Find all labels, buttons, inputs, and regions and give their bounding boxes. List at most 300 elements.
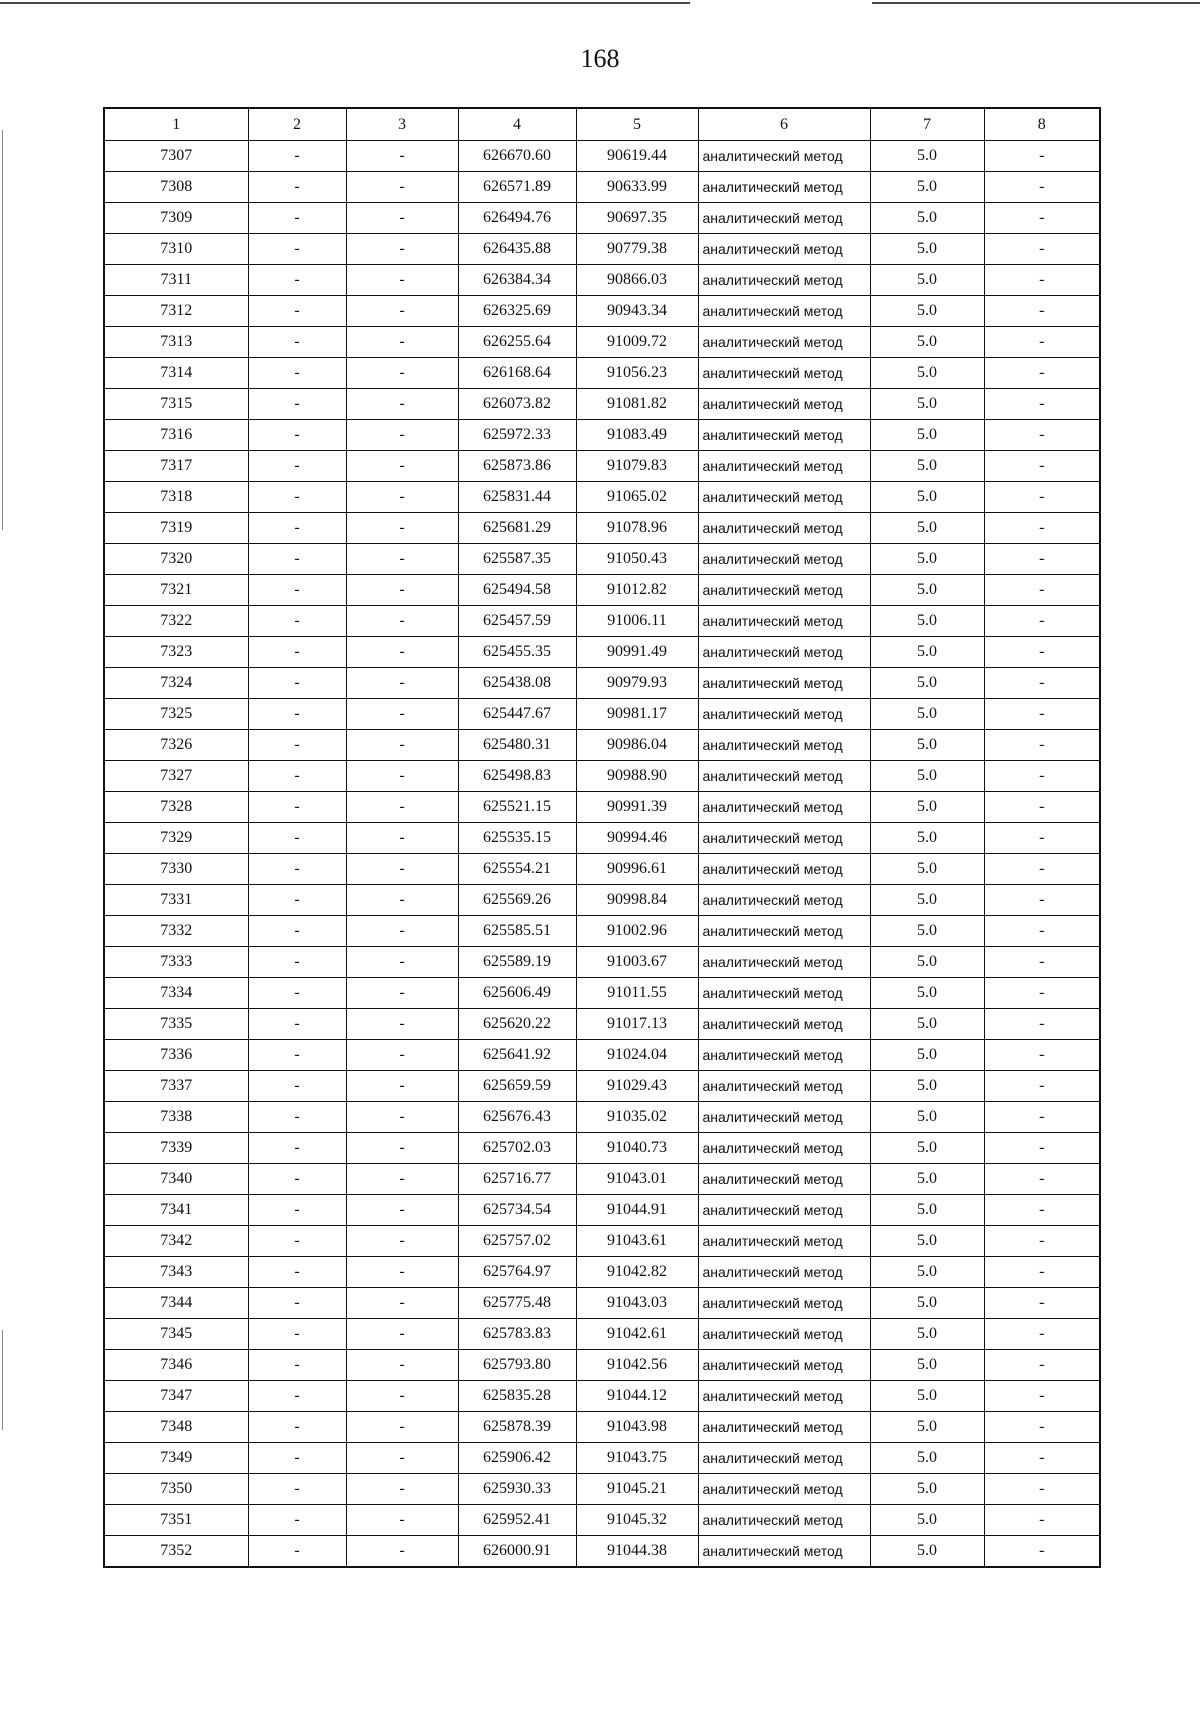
col8-cell: - <box>984 1226 1100 1257</box>
col2-cell: - <box>248 1443 346 1474</box>
y-coordinate-cell: 91065.02 <box>576 482 698 513</box>
col3-cell: - <box>346 606 458 637</box>
col2-cell: - <box>248 699 346 730</box>
y-coordinate-cell: 91040.73 <box>576 1133 698 1164</box>
point-number-cell: 7312 <box>104 296 248 327</box>
point-number-cell: 7337 <box>104 1071 248 1102</box>
header-cell: 1 <box>104 108 248 141</box>
x-coordinate-cell: 626435.88 <box>458 234 576 265</box>
method-cell: аналитический метод <box>698 1009 870 1040</box>
col3-cell: - <box>346 792 458 823</box>
y-coordinate-cell: 91009.72 <box>576 327 698 358</box>
col3-cell: - <box>346 482 458 513</box>
table-row <box>104 1381 1100 1412</box>
y-coordinate-cell: 91003.67 <box>576 947 698 978</box>
accuracy-cell: 5.0 <box>870 141 984 172</box>
accuracy-cell: 5.0 <box>870 544 984 575</box>
col2-cell: - <box>248 575 346 606</box>
col2-cell: - <box>248 1226 346 1257</box>
y-coordinate-cell: 91042.56 <box>576 1350 698 1381</box>
col2-cell: - <box>248 513 346 544</box>
page-number: 168 <box>580 44 620 73</box>
accuracy-cell: 5.0 <box>870 265 984 296</box>
method-cell: аналитический метод <box>698 1195 870 1226</box>
col3-cell: - <box>346 203 458 234</box>
col3-cell: - <box>346 1474 458 1505</box>
table-row <box>104 172 1100 203</box>
y-coordinate-cell: 91081.82 <box>576 389 698 420</box>
y-coordinate-cell: 90981.17 <box>576 699 698 730</box>
col8-cell: - <box>984 978 1100 1009</box>
col8-cell: - <box>984 1071 1100 1102</box>
accuracy-cell: 5.0 <box>870 1474 984 1505</box>
col2-cell: - <box>248 668 346 699</box>
method-cell: аналитический метод <box>698 699 870 730</box>
table-row <box>104 1474 1100 1505</box>
x-coordinate-cell: 625676.43 <box>458 1102 576 1133</box>
table-row <box>104 1350 1100 1381</box>
x-coordinate-cell: 625793.80 <box>458 1350 576 1381</box>
accuracy-cell: 5.0 <box>870 358 984 389</box>
table-row <box>104 265 1100 296</box>
x-coordinate-cell: 625438.08 <box>458 668 576 699</box>
col8-cell: - <box>984 854 1100 885</box>
x-coordinate-cell: 625873.86 <box>458 451 576 482</box>
y-coordinate-cell: 91029.43 <box>576 1071 698 1102</box>
table-row <box>104 1009 1100 1040</box>
x-coordinate-cell: 625757.02 <box>458 1226 576 1257</box>
method-cell: аналитический метод <box>698 606 870 637</box>
x-coordinate-cell: 625702.03 <box>458 1133 576 1164</box>
y-coordinate-cell: 91043.61 <box>576 1226 698 1257</box>
y-coordinate-cell: 90996.61 <box>576 854 698 885</box>
point-number-cell: 7307 <box>104 141 248 172</box>
x-coordinate-cell: 625659.59 <box>458 1071 576 1102</box>
table-row <box>104 823 1100 854</box>
x-coordinate-cell: 626325.69 <box>458 296 576 327</box>
col3-cell: - <box>346 1536 458 1568</box>
col2-cell: - <box>248 420 346 451</box>
method-cell: аналитический метод <box>698 327 870 358</box>
point-number-cell: 7318 <box>104 482 248 513</box>
method-cell: аналитический метод <box>698 730 870 761</box>
col2-cell: - <box>248 1505 346 1536</box>
table-row <box>104 1195 1100 1226</box>
x-coordinate-cell: 625775.48 <box>458 1288 576 1319</box>
col8-cell: - <box>984 265 1100 296</box>
accuracy-cell: 5.0 <box>870 203 984 234</box>
accuracy-cell: 5.0 <box>870 1009 984 1040</box>
col8-cell: - <box>984 823 1100 854</box>
y-coordinate-cell: 91011.55 <box>576 978 698 1009</box>
accuracy-cell: 5.0 <box>870 854 984 885</box>
y-coordinate-cell: 90998.84 <box>576 885 698 916</box>
col8-cell: - <box>984 358 1100 389</box>
x-coordinate-cell: 626670.60 <box>458 141 576 172</box>
header-cell: 4 <box>458 108 576 141</box>
point-number-cell: 7315 <box>104 389 248 420</box>
accuracy-cell: 5.0 <box>870 234 984 265</box>
col2-cell: - <box>248 203 346 234</box>
x-coordinate-cell: 625494.58 <box>458 575 576 606</box>
col8-cell: - <box>984 451 1100 482</box>
col2-cell: - <box>248 947 346 978</box>
col3-cell: - <box>346 141 458 172</box>
x-coordinate-cell: 626494.76 <box>458 203 576 234</box>
x-coordinate-cell: 625972.33 <box>458 420 576 451</box>
point-number-cell: 7347 <box>104 1381 248 1412</box>
method-cell: аналитический метод <box>698 823 870 854</box>
y-coordinate-cell: 91044.12 <box>576 1381 698 1412</box>
col3-cell: - <box>346 978 458 1009</box>
col8-cell: - <box>984 1350 1100 1381</box>
col2-cell: - <box>248 482 346 513</box>
col8-cell: - <box>984 234 1100 265</box>
y-coordinate-cell: 91035.02 <box>576 1102 698 1133</box>
point-number-cell: 7345 <box>104 1319 248 1350</box>
col8-cell: - <box>984 792 1100 823</box>
method-cell: аналитический метод <box>698 203 870 234</box>
col3-cell: - <box>346 854 458 885</box>
col2-cell: - <box>248 792 346 823</box>
table-row <box>104 1040 1100 1071</box>
y-coordinate-cell: 91017.13 <box>576 1009 698 1040</box>
method-cell: аналитический метод <box>698 420 870 451</box>
col2-cell: - <box>248 730 346 761</box>
col2-cell: - <box>248 1412 346 1443</box>
method-cell: аналитический метод <box>698 234 870 265</box>
y-coordinate-cell: 90866.03 <box>576 265 698 296</box>
col3-cell: - <box>346 1071 458 1102</box>
accuracy-cell: 5.0 <box>870 978 984 1009</box>
table-row <box>104 1319 1100 1350</box>
x-coordinate-cell: 626000.91 <box>458 1536 576 1568</box>
point-number-cell: 7352 <box>104 1536 248 1568</box>
x-coordinate-cell: 625569.26 <box>458 885 576 916</box>
accuracy-cell: 5.0 <box>870 1412 984 1443</box>
x-coordinate-cell: 625587.35 <box>458 544 576 575</box>
point-number-cell: 7324 <box>104 668 248 699</box>
scan-edge-mark-lower <box>2 1330 3 1430</box>
col8-cell: - <box>984 1133 1100 1164</box>
header-cell: 3 <box>346 108 458 141</box>
point-number-cell: 7341 <box>104 1195 248 1226</box>
accuracy-cell: 5.0 <box>870 885 984 916</box>
table-row <box>104 637 1100 668</box>
accuracy-cell: 5.0 <box>870 451 984 482</box>
point-number-cell: 7316 <box>104 420 248 451</box>
table-row <box>104 668 1100 699</box>
col8-cell: - <box>984 203 1100 234</box>
x-coordinate-cell: 625734.54 <box>458 1195 576 1226</box>
table-row <box>104 792 1100 823</box>
accuracy-cell: 5.0 <box>870 1319 984 1350</box>
y-coordinate-cell: 91045.32 <box>576 1505 698 1536</box>
col3-cell: - <box>346 916 458 947</box>
method-cell: аналитический метод <box>698 389 870 420</box>
point-number-cell: 7323 <box>104 637 248 668</box>
accuracy-cell: 5.0 <box>870 1040 984 1071</box>
header-cell: 6 <box>698 108 870 141</box>
point-number-cell: 7310 <box>104 234 248 265</box>
col3-cell: - <box>346 761 458 792</box>
col2-cell: - <box>248 296 346 327</box>
col3-cell: - <box>346 575 458 606</box>
col8-cell: - <box>984 1536 1100 1568</box>
accuracy-cell: 5.0 <box>870 1288 984 1319</box>
col2-cell: - <box>248 1102 346 1133</box>
accuracy-cell: 5.0 <box>870 296 984 327</box>
col8-cell: - <box>984 947 1100 978</box>
x-coordinate-cell: 625606.49 <box>458 978 576 1009</box>
table-row <box>104 141 1100 172</box>
table-row <box>104 234 1100 265</box>
method-cell: аналитический метод <box>698 885 870 916</box>
col8-cell: - <box>984 1505 1100 1536</box>
col3-cell: - <box>346 1412 458 1443</box>
point-number-cell: 7334 <box>104 978 248 1009</box>
table-row <box>104 1133 1100 1164</box>
accuracy-cell: 5.0 <box>870 575 984 606</box>
header-cell: 7 <box>870 108 984 141</box>
col2-cell: - <box>248 234 346 265</box>
col2-cell: - <box>248 327 346 358</box>
col2-cell: - <box>248 389 346 420</box>
accuracy-cell: 5.0 <box>870 1505 984 1536</box>
x-coordinate-cell: 625554.21 <box>458 854 576 885</box>
col3-cell: - <box>346 1195 458 1226</box>
y-coordinate-cell: 90979.93 <box>576 668 698 699</box>
y-coordinate-cell: 91078.96 <box>576 513 698 544</box>
col3-cell: - <box>346 730 458 761</box>
method-cell: аналитический метод <box>698 1319 870 1350</box>
method-cell: аналитический метод <box>698 451 870 482</box>
col2-cell: - <box>248 172 346 203</box>
table-row <box>104 978 1100 1009</box>
col2-cell: - <box>248 1133 346 1164</box>
x-coordinate-cell: 625831.44 <box>458 482 576 513</box>
x-coordinate-cell: 625716.77 <box>458 1164 576 1195</box>
table-row <box>104 575 1100 606</box>
accuracy-cell: 5.0 <box>870 606 984 637</box>
col3-cell: - <box>346 1164 458 1195</box>
accuracy-cell: 5.0 <box>870 172 984 203</box>
point-number-cell: 7325 <box>104 699 248 730</box>
point-number-cell: 7349 <box>104 1443 248 1474</box>
col2-cell: - <box>248 141 346 172</box>
method-cell: аналитический метод <box>698 1040 870 1071</box>
method-cell: аналитический метод <box>698 792 870 823</box>
method-cell: аналитический метод <box>698 575 870 606</box>
accuracy-cell: 5.0 <box>870 1195 984 1226</box>
table-row <box>104 358 1100 389</box>
col3-cell: - <box>346 1040 458 1071</box>
col8-cell: - <box>984 761 1100 792</box>
header-row <box>104 108 1100 141</box>
coordinates-table <box>103 107 1101 1568</box>
x-coordinate-cell: 625498.83 <box>458 761 576 792</box>
accuracy-cell: 5.0 <box>870 1536 984 1568</box>
point-number-cell: 7326 <box>104 730 248 761</box>
point-number-cell: 7329 <box>104 823 248 854</box>
col2-cell: - <box>248 978 346 1009</box>
method-cell: аналитический метод <box>698 637 870 668</box>
col2-cell: - <box>248 1257 346 1288</box>
col8-cell: - <box>984 916 1100 947</box>
table-row <box>104 606 1100 637</box>
accuracy-cell: 5.0 <box>870 1381 984 1412</box>
table-row <box>104 203 1100 234</box>
header-cell: 2 <box>248 108 346 141</box>
table-row <box>104 947 1100 978</box>
header-cell: 5 <box>576 108 698 141</box>
y-coordinate-cell: 91050.43 <box>576 544 698 575</box>
col3-cell: - <box>346 1009 458 1040</box>
method-cell: аналитический метод <box>698 513 870 544</box>
point-number-cell: 7314 <box>104 358 248 389</box>
col2-cell: - <box>248 916 346 947</box>
table-row <box>104 420 1100 451</box>
point-number-cell: 7328 <box>104 792 248 823</box>
point-number-cell: 7342 <box>104 1226 248 1257</box>
table-row <box>104 296 1100 327</box>
col2-cell: - <box>248 451 346 482</box>
col2-cell: - <box>248 358 346 389</box>
point-number-cell: 7344 <box>104 1288 248 1319</box>
col2-cell: - <box>248 885 346 916</box>
x-coordinate-cell: 625457.59 <box>458 606 576 637</box>
y-coordinate-cell: 91006.11 <box>576 606 698 637</box>
method-cell: аналитический метод <box>698 947 870 978</box>
x-coordinate-cell: 625878.39 <box>458 1412 576 1443</box>
col2-cell: - <box>248 265 346 296</box>
y-coordinate-cell: 91056.23 <box>576 358 698 389</box>
scan-edge-mark-upper <box>2 130 3 530</box>
col8-cell: - <box>984 637 1100 668</box>
col2-cell: - <box>248 1195 346 1226</box>
col3-cell: - <box>346 544 458 575</box>
col3-cell: - <box>346 265 458 296</box>
point-number-cell: 7343 <box>104 1257 248 1288</box>
table-row <box>104 1536 1100 1568</box>
col8-cell: - <box>984 1381 1100 1412</box>
col8-cell: - <box>984 327 1100 358</box>
point-number-cell: 7351 <box>104 1505 248 1536</box>
col8-cell: - <box>984 1474 1100 1505</box>
col3-cell: - <box>346 1133 458 1164</box>
y-coordinate-cell: 91042.82 <box>576 1257 698 1288</box>
y-coordinate-cell: 91044.91 <box>576 1195 698 1226</box>
col3-cell: - <box>346 823 458 854</box>
y-coordinate-cell: 91043.01 <box>576 1164 698 1195</box>
col8-cell: - <box>984 1412 1100 1443</box>
table-row <box>104 916 1100 947</box>
y-coordinate-cell: 91002.96 <box>576 916 698 947</box>
y-coordinate-cell: 91042.61 <box>576 1319 698 1350</box>
col3-cell: - <box>346 1319 458 1350</box>
accuracy-cell: 5.0 <box>870 513 984 544</box>
y-coordinate-cell: 90697.35 <box>576 203 698 234</box>
accuracy-cell: 5.0 <box>870 1102 984 1133</box>
header-cell: 8 <box>984 108 1100 141</box>
method-cell: аналитический метод <box>698 1133 870 1164</box>
point-number-cell: 7317 <box>104 451 248 482</box>
y-coordinate-cell: 90633.99 <box>576 172 698 203</box>
accuracy-cell: 5.0 <box>870 482 984 513</box>
col3-cell: - <box>346 1443 458 1474</box>
col3-cell: - <box>346 885 458 916</box>
top-scan-rule-right <box>872 2 1200 4</box>
accuracy-cell: 5.0 <box>870 1350 984 1381</box>
col3-cell: - <box>346 947 458 978</box>
point-number-cell: 7332 <box>104 916 248 947</box>
accuracy-cell: 5.0 <box>870 792 984 823</box>
method-cell: аналитический метод <box>698 761 870 792</box>
y-coordinate-cell: 90988.90 <box>576 761 698 792</box>
accuracy-cell: 5.0 <box>870 668 984 699</box>
table-row <box>104 327 1100 358</box>
y-coordinate-cell: 91043.03 <box>576 1288 698 1319</box>
point-number-cell: 7313 <box>104 327 248 358</box>
point-number-cell: 7309 <box>104 203 248 234</box>
x-coordinate-cell: 625589.19 <box>458 947 576 978</box>
method-cell: аналитический метод <box>698 1412 870 1443</box>
method-cell: аналитический метод <box>698 1381 870 1412</box>
point-number-cell: 7320 <box>104 544 248 575</box>
point-number-cell: 7335 <box>104 1009 248 1040</box>
y-coordinate-cell: 90986.04 <box>576 730 698 761</box>
y-coordinate-cell: 91083.49 <box>576 420 698 451</box>
col2-cell: - <box>248 1536 346 1568</box>
top-scan-rule-left <box>0 2 690 4</box>
x-coordinate-cell: 625641.92 <box>458 1040 576 1071</box>
col3-cell: - <box>346 1102 458 1133</box>
x-coordinate-cell: 625447.67 <box>458 699 576 730</box>
point-number-cell: 7346 <box>104 1350 248 1381</box>
method-cell: аналитический метод <box>698 1443 870 1474</box>
col3-cell: - <box>346 389 458 420</box>
point-number-cell: 7311 <box>104 265 248 296</box>
y-coordinate-cell: 90779.38 <box>576 234 698 265</box>
method-cell: аналитический метод <box>698 265 870 296</box>
method-cell: аналитический метод <box>698 358 870 389</box>
table-row <box>104 761 1100 792</box>
table-row <box>104 451 1100 482</box>
method-cell: аналитический метод <box>698 1257 870 1288</box>
col3-cell: - <box>346 1350 458 1381</box>
method-cell: аналитический метод <box>698 854 870 885</box>
col3-cell: - <box>346 327 458 358</box>
point-number-cell: 7319 <box>104 513 248 544</box>
method-cell: аналитический метод <box>698 1226 870 1257</box>
table-row <box>104 854 1100 885</box>
col8-cell: - <box>984 606 1100 637</box>
x-coordinate-cell: 625764.97 <box>458 1257 576 1288</box>
method-cell: аналитический метод <box>698 978 870 1009</box>
table-row <box>104 1412 1100 1443</box>
method-cell: аналитический метод <box>698 1164 870 1195</box>
col3-cell: - <box>346 420 458 451</box>
x-coordinate-cell: 625930.33 <box>458 1474 576 1505</box>
col3-cell: - <box>346 637 458 668</box>
point-number-cell: 7339 <box>104 1133 248 1164</box>
x-coordinate-cell: 626255.64 <box>458 327 576 358</box>
accuracy-cell: 5.0 <box>870 637 984 668</box>
accuracy-cell: 5.0 <box>870 420 984 451</box>
method-cell: аналитический метод <box>698 1288 870 1319</box>
y-coordinate-cell: 90994.46 <box>576 823 698 854</box>
col8-cell: - <box>984 730 1100 761</box>
